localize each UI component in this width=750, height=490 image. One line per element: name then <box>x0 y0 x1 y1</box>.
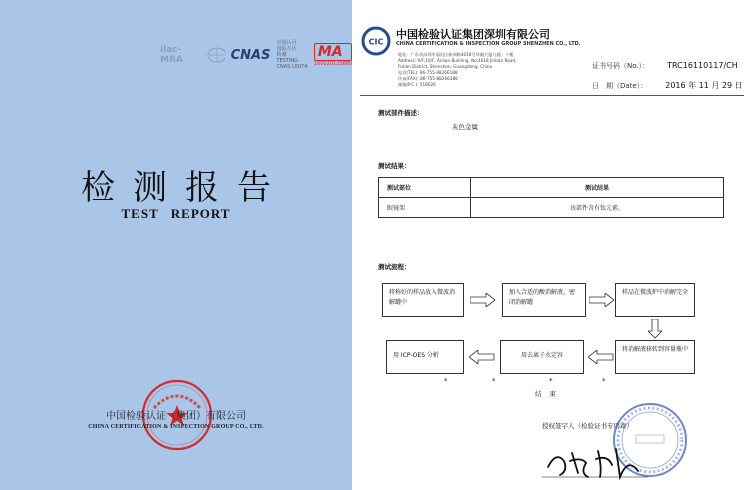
table-row <box>379 198 724 218</box>
flow-step-5: 用去离子水定容 <box>500 340 584 374</box>
cover-company-en: CHINA CERTIFICATION & INSPECTION GROUP CO., LTD. <box>88 424 264 430</box>
ilac-globe-icon <box>206 46 224 64</box>
report-date: 日 期（Date）： 2016 年 11 月 29 日 <box>592 81 743 90</box>
arrow-down-icon <box>648 319 662 339</box>
cnas-caption: 中国认可 国际互认 检测 TESTING CNAS L6074 <box>276 40 308 70</box>
cic-logo-icon <box>361 26 391 56</box>
section-test-parts: 测试部件描述： <box>378 109 424 117</box>
table-header-result: 测试结果 <box>471 178 724 198</box>
table-cell-result: 该部件含有钛元素。 <box>471 198 724 218</box>
end-of-report: 结束 <box>535 390 564 398</box>
accreditation-logos <box>160 40 352 70</box>
company-address: 地址：广东省深圳市福田区新洲路4018号华融大厦九楼、十楼 Address: 9/F,10/F, Anlian Building, No.4018 Jintian Road, Futian District, Shenzhen, Guangdong, China 电话(TEL): 86-755-88266188 传真(FAX): 86-755-88266388 邮编(P.C.): 518026 <box>398 52 517 87</box>
flow-step-1: 将称好的样品放入微波消解罐中 <box>382 283 464 317</box>
signatory-label: 授权签字人（检验证书专用章） <box>542 422 633 430</box>
header-divider <box>360 95 744 96</box>
report-company-cn: 中国检验认证集团深圳有限公司 <box>396 28 550 41</box>
arrow-left-icon <box>469 350 495 364</box>
ilac-mra-logo: ilac-MRA <box>160 45 183 65</box>
cover-title-cn: 检测报告 <box>81 168 289 208</box>
results-table <box>378 177 724 218</box>
test-part-description: 灰色金属 <box>452 123 478 131</box>
certificate-number: 证书号码（No.）： TRC16110117/CH <box>592 61 738 70</box>
table-header-part: 测试部位 <box>379 178 471 198</box>
end-marker: * <box>602 377 606 385</box>
end-marker: * <box>444 377 448 385</box>
flow-step-2: 加入合适的酸消解液，密闭消解罐 <box>502 283 586 317</box>
flow-step-6: 用 ICP-OES 分析 <box>386 340 464 374</box>
svg-text:CIC: CIC <box>368 37 384 47</box>
report-company-en: CHINA CERTIFICATION & INSPECTION GROUP SHENZHEN CO., LTD. <box>396 41 581 47</box>
cover-company-cn: 中国检验认证（集团）有限公司 <box>106 411 246 422</box>
cma-logo: MA 160020123680 <box>313 44 353 67</box>
cnas-logo: CNAS <box>230 47 271 63</box>
section-test-results: 测试结果： <box>378 162 411 170</box>
end-marker: * <box>549 377 553 385</box>
arrow-left-icon <box>588 350 614 364</box>
cover-title-en: TEST REPORT <box>121 206 231 221</box>
report-cover <box>0 0 352 490</box>
arrow-right-icon <box>589 293 615 307</box>
end-marker: * <box>492 377 496 385</box>
table-header-row <box>379 178 724 198</box>
signature-icon <box>542 437 652 483</box>
flow-step-3: 样品在微波炉中消解完全 <box>615 283 695 317</box>
arrow-right-icon <box>470 293 496 307</box>
table-cell-part: 眼镜架 <box>379 198 471 218</box>
report-page <box>352 0 750 490</box>
flow-step-4: 将消解液移转到容量瓶中 <box>615 340 695 374</box>
section-test-procedure: 测试流程： <box>378 263 411 271</box>
